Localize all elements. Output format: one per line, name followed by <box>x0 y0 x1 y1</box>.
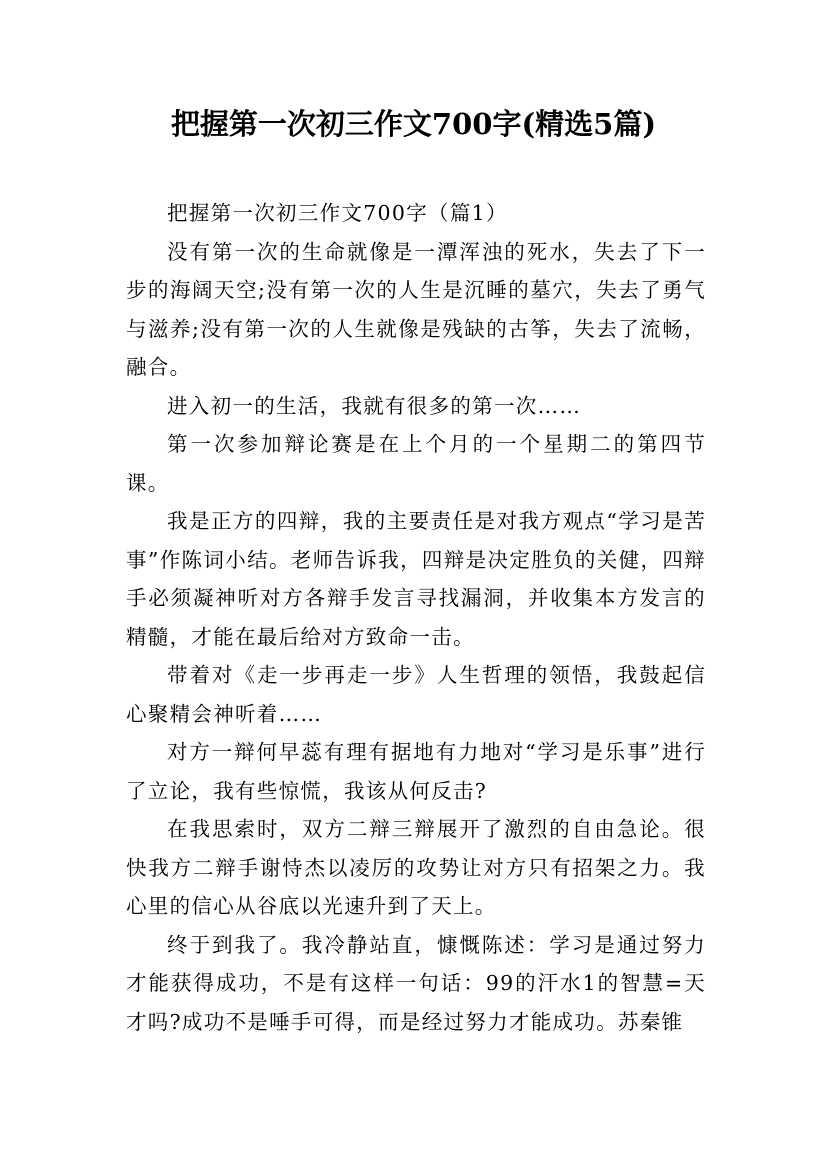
paragraph: 带着对《走一步再走一步》人生哲理的领悟，我鼓起信心聚精会神听着…… <box>126 663 706 726</box>
document-body <box>126 194 706 1041</box>
paragraph: 没有第一次的生命就像是一潭浑浊的死水，失去了下一步的海阔天空;没有第一次的人生是沉睡的墓穴，失去了勇气与滋养;没有第一次的人生就像是残缺的古筝，失去了流畅，融合。 <box>126 239 706 379</box>
paragraph: 终于到我了。我冷静站直，慷慨陈述：学习是通过努力才能获得成功，不是有这样一句话：99的汗水1的智慧=天才吗?成功不是唾手可得，而是经过努力才能成功。苏秦锥 <box>126 932 706 1034</box>
paragraph: 第一次参加辩论赛是在上个月的一个星期二的第四节课。 <box>126 432 706 495</box>
paragraph: 在我思索时，双方二辩三辩展开了激烈的自由急论。很快我方二辩手谢恃杰以凌厉的攻势让对方只有招架之力。我心里的信心从谷底以光速升到了天上。 <box>126 817 706 918</box>
paragraph-heading: 把握第一次初三作文700字（篇1） <box>167 201 508 225</box>
paragraph: 我是正方的四辩，我的主要责任是对我方观点“学习是苦事”作陈词小结。老师告诉我，四辩是决定胜负的关健，四辩手必须凝神听对方各辩手发言寻找漏洞，并收集本方发言的精髓，才能在最后给对方致命一击。 <box>126 509 706 649</box>
paragraph: 进入初一的生活，我就有很多的第一次…… <box>167 393 582 418</box>
paragraph: 对方一辩何早蕊有理有据地有力地对“学习是乐事”进行了立论，我有些惊慌，我该从何反击? <box>126 740 706 803</box>
document-title: 把握第一次初三作文700字(精选5篇) <box>170 107 657 141</box>
